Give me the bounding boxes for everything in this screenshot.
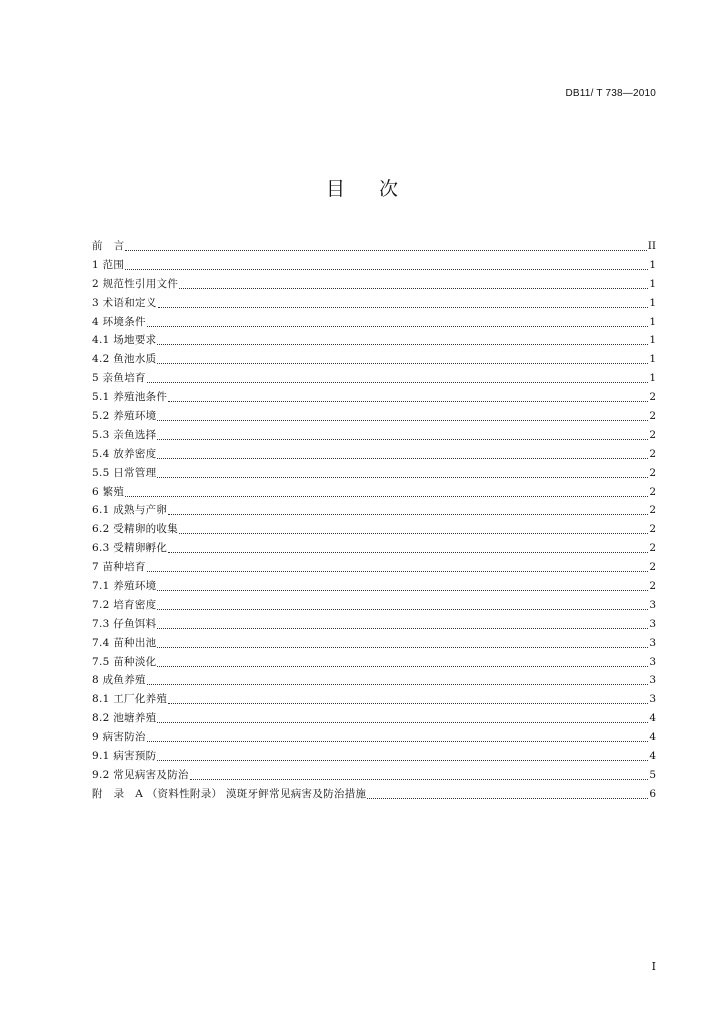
toc-leader-dots xyxy=(190,765,648,780)
toc-entry[interactable] xyxy=(92,291,656,310)
toc-entry[interactable] xyxy=(92,631,656,650)
toc-entry-page: 3 xyxy=(649,674,656,687)
toc-entry[interactable] xyxy=(92,423,656,442)
toc-leader-dots xyxy=(157,633,648,648)
toc-leader-dots xyxy=(147,727,648,742)
toc-entry[interactable] xyxy=(92,687,656,706)
toc-entry[interactable] xyxy=(92,763,656,782)
toc-entry-page: 3 xyxy=(649,617,656,630)
toc-entry[interactable] xyxy=(92,347,656,366)
toc-entry[interactable] xyxy=(92,612,656,631)
toc-entry-page: 2 xyxy=(649,523,656,536)
toc-entry-label: 9.1 病害预防 xyxy=(92,750,157,763)
toc-entry[interactable] xyxy=(92,555,656,574)
toc-entry[interactable] xyxy=(92,668,656,687)
toc-entry-page: 6 xyxy=(649,787,656,800)
toc-entry-page: 2 xyxy=(649,466,656,479)
toc-entry-page: 1 xyxy=(649,315,656,328)
toc-entry-label: 6 繁殖 xyxy=(92,485,125,498)
toc-entry[interactable] xyxy=(92,366,656,385)
toc-entry-page: 1 xyxy=(649,258,656,271)
toc-leader-dots xyxy=(157,746,648,761)
toc-entry-label: 4.1 场地要求 xyxy=(92,334,157,347)
document-code: DB11/ T 738—2010 xyxy=(565,88,656,99)
toc-entry-page: 4 xyxy=(649,712,656,725)
toc-entry-label: 前 言 xyxy=(92,240,125,252)
toc-leader-dots xyxy=(157,652,648,667)
toc-entry[interactable] xyxy=(92,404,656,423)
toc-entry-page: 1 xyxy=(649,296,656,309)
toc-leader-dots xyxy=(147,557,648,572)
toc-leader-dots xyxy=(168,500,648,515)
toc-entry-label: 5.2 养殖环境 xyxy=(92,410,157,423)
toc-entry-label: 8.1 工厂化养殖 xyxy=(92,693,168,706)
page-number: I xyxy=(651,960,656,973)
toc-leader-dots xyxy=(157,425,648,440)
toc-entry[interactable] xyxy=(92,574,656,593)
toc-entry-page: II xyxy=(647,240,656,252)
toc-entry-page: 3 xyxy=(649,693,656,706)
toc-entry-page: 2 xyxy=(649,580,656,593)
toc-entry-page: 2 xyxy=(649,504,656,517)
toc-entry-page: 3 xyxy=(649,636,656,649)
toc-leader-dots xyxy=(147,312,648,327)
toc-entry-page: 2 xyxy=(649,428,656,441)
toc-entry[interactable] xyxy=(92,744,656,763)
toc-leader-dots xyxy=(157,463,648,478)
table-of-contents xyxy=(92,234,656,801)
toc-entry-label: 8.2 池塘养殖 xyxy=(92,712,157,725)
toc-leader-dots xyxy=(157,595,648,610)
toc-entry-label: 8 成鱼养殖 xyxy=(92,674,146,687)
toc-entry-page: 4 xyxy=(649,750,656,763)
toc-entry-label: 3 术语和定义 xyxy=(92,296,157,309)
toc-leader-dots xyxy=(147,368,648,383)
toc-entry-label: 7 苗种培育 xyxy=(92,561,146,574)
toc-entry-page: 2 xyxy=(649,391,656,404)
toc-entry[interactable] xyxy=(92,234,656,253)
toc-entry-label: 6.2 受精卵的收集 xyxy=(92,523,179,536)
toc-entry[interactable] xyxy=(92,272,656,291)
toc-leader-dots xyxy=(157,576,648,591)
toc-entry[interactable] xyxy=(92,536,656,555)
toc-entry-label: 1 范围 xyxy=(92,258,125,271)
toc-leader-dots xyxy=(125,482,648,497)
toc-entry-label: 5.4 放养密度 xyxy=(92,447,157,460)
toc-entry-page: 2 xyxy=(649,542,656,555)
toc-entry[interactable] xyxy=(92,593,656,612)
toc-entry[interactable] xyxy=(92,310,656,329)
toc-entry[interactable] xyxy=(92,461,656,480)
toc-entry-label: 4.2 鱼池水质 xyxy=(92,353,157,366)
toc-entry-label: 5 亲鱼培育 xyxy=(92,372,146,385)
toc-entry[interactable] xyxy=(92,480,656,499)
toc-entry-page: 1 xyxy=(649,372,656,385)
toc-entry[interactable] xyxy=(92,517,656,536)
toc-leader-dots xyxy=(168,689,648,704)
toc-entry-page: 1 xyxy=(649,277,656,290)
toc-entry[interactable] xyxy=(92,442,656,461)
toc-entry[interactable] xyxy=(92,253,656,272)
toc-entry-label: 6.3 受精卵孵化 xyxy=(92,542,168,555)
toc-entry-page: 2 xyxy=(649,485,656,498)
toc-entry-page: 2 xyxy=(649,447,656,460)
toc-entry-label: 6.1 成熟与产卵 xyxy=(92,504,168,517)
toc-entry-label: 7.5 苗种淡化 xyxy=(92,655,157,668)
toc-leader-dots xyxy=(168,538,648,553)
toc-entry[interactable] xyxy=(92,782,656,801)
toc-entry-page: 1 xyxy=(649,334,656,347)
toc-entry-page: 2 xyxy=(649,561,656,574)
toc-entry-label: 9.2 常见病害及防治 xyxy=(92,768,189,781)
toc-leader-dots xyxy=(157,614,648,629)
page-title: 目次 xyxy=(325,178,432,200)
toc-entry[interactable] xyxy=(92,650,656,669)
toc-entry-page: 1 xyxy=(649,353,656,366)
toc-entry-label: 5.5 日常管理 xyxy=(92,466,157,479)
toc-leader-dots xyxy=(179,519,648,534)
toc-entry-label: 4 环境条件 xyxy=(92,315,146,328)
toc-entry[interactable] xyxy=(92,328,656,347)
toc-leader-dots xyxy=(147,670,648,685)
toc-entry-page: 3 xyxy=(649,598,656,611)
toc-leader-dots xyxy=(125,255,648,270)
toc-leader-dots xyxy=(157,406,648,421)
toc-entry-label: 7.4 苗种出池 xyxy=(92,636,157,649)
toc-entry-label: 9 病害防治 xyxy=(92,731,146,744)
toc-leader-dots xyxy=(158,293,649,308)
toc-entry-page: 5 xyxy=(649,768,656,781)
toc-entry-page: 3 xyxy=(649,655,656,668)
toc-entry[interactable] xyxy=(92,498,656,517)
toc-leader-dots xyxy=(125,236,646,251)
toc-entry[interactable] xyxy=(92,385,656,404)
toc-entry-page: 4 xyxy=(649,731,656,744)
toc-leader-dots xyxy=(157,708,648,723)
toc-leader-dots xyxy=(157,444,648,459)
toc-entry-label: 7.2 培育密度 xyxy=(92,598,157,611)
toc-entry[interactable] xyxy=(92,706,656,725)
toc-entry-label: 2 规范性引用文件 xyxy=(92,277,179,290)
toc-leader-dots xyxy=(367,784,648,799)
toc-entry[interactable] xyxy=(92,725,656,744)
toc-entry-label: 5.1 养殖池条件 xyxy=(92,391,168,404)
toc-leader-dots xyxy=(157,349,648,364)
toc-entry-page: 2 xyxy=(649,410,656,423)
toc-entry-label: 7.1 养殖环境 xyxy=(92,580,157,593)
toc-leader-dots xyxy=(179,274,648,289)
toc-entry-label: 附 录 A （资料性附录） 漠斑牙鲆常见病害及防治措施 xyxy=(92,787,367,800)
toc-entry-label: 7.3 仔鱼饵料 xyxy=(92,617,157,630)
toc-leader-dots xyxy=(157,330,648,345)
toc-leader-dots xyxy=(168,387,648,402)
toc-entry-label: 5.3 亲鱼选择 xyxy=(92,428,157,441)
